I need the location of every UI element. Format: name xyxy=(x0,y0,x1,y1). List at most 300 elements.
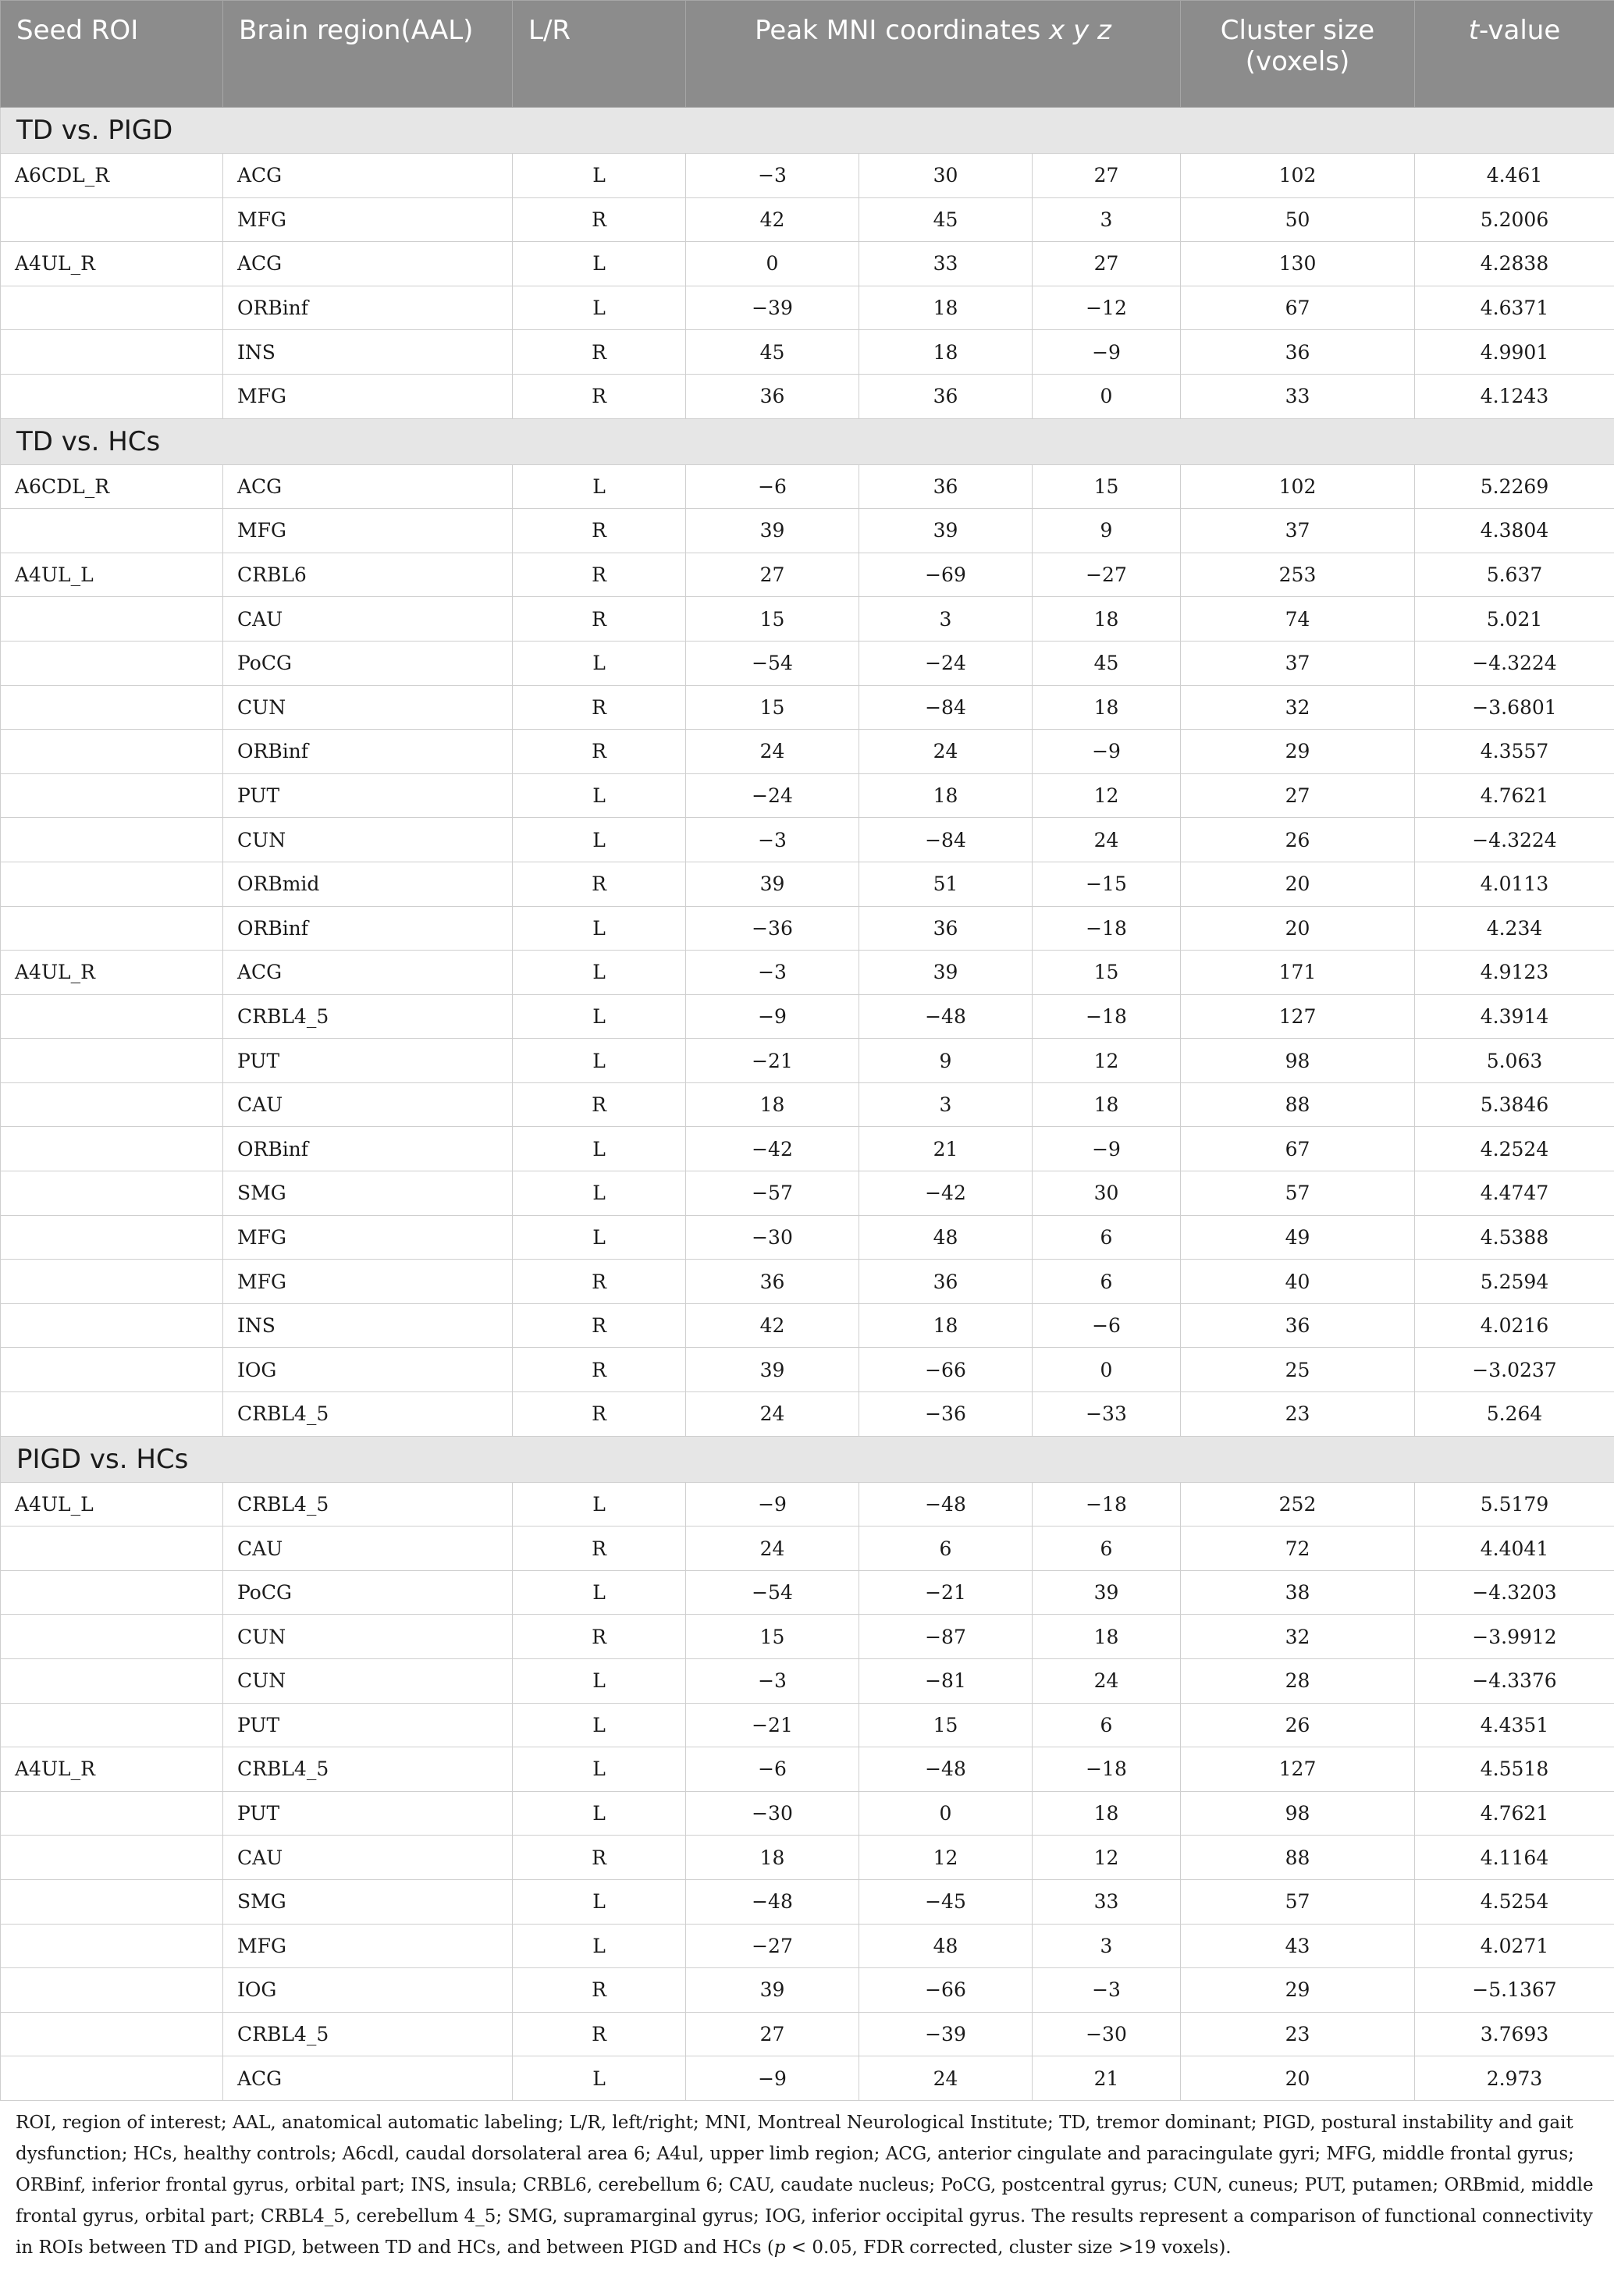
table-row xyxy=(1,994,1614,1039)
seed-roi-cell xyxy=(1,1791,223,1836)
brain-region-cell: PoCG xyxy=(223,1570,513,1615)
table-row xyxy=(1,1570,1614,1615)
lr-cell: L xyxy=(513,994,686,1039)
mni-z-cell: 18 xyxy=(1033,597,1181,642)
table-row xyxy=(1,906,1614,951)
seed-roi-cell xyxy=(1,730,223,774)
mni-y-cell: 36 xyxy=(859,1260,1033,1304)
seed-roi-cell xyxy=(1,1303,223,1348)
seed-roi-cell xyxy=(1,1703,223,1747)
brain-region-cell: PUT xyxy=(223,1703,513,1747)
t-value-cell: 4.0271 xyxy=(1415,1924,1614,1968)
cluster-size-cell: 32 xyxy=(1181,1615,1415,1659)
mni-x-cell: −9 xyxy=(686,994,859,1039)
seed-roi-cell xyxy=(1,906,223,951)
cluster-size-cell: 72 xyxy=(1181,1527,1415,1571)
t-value-cell: 4.1243 xyxy=(1415,374,1614,418)
seed-roi-cell: A4UL_R xyxy=(1,951,223,995)
table-row xyxy=(1,1127,1614,1171)
mni-x-cell: 42 xyxy=(686,1303,859,1348)
table-row xyxy=(1,1215,1614,1260)
t-value-cell: 5.5179 xyxy=(1415,1482,1614,1527)
mni-y-cell: 9 xyxy=(859,1039,1033,1083)
table-row xyxy=(1,1791,1614,1836)
lr-cell: L xyxy=(513,286,686,330)
mni-y-cell: 48 xyxy=(859,1215,1033,1260)
mni-z-cell: 24 xyxy=(1033,818,1181,862)
table-row xyxy=(1,1348,1614,1392)
mni-z-cell: −9 xyxy=(1033,730,1181,774)
t-value-cell: 4.3804 xyxy=(1415,509,1614,553)
mni-y-cell: −48 xyxy=(859,1747,1033,1792)
mni-y-cell: 3 xyxy=(859,597,1033,642)
mni-z-cell: 9 xyxy=(1033,509,1181,553)
seed-roi-cell xyxy=(1,1615,223,1659)
table-row xyxy=(1,773,1614,818)
seed-roi-cell: A4UL_L xyxy=(1,553,223,597)
mni-x-cell: −30 xyxy=(686,1791,859,1836)
table-row xyxy=(1,553,1614,597)
brain-region-cell: CRBL6 xyxy=(223,553,513,597)
lr-cell: L xyxy=(513,1924,686,1968)
t-value-cell: 4.2838 xyxy=(1415,242,1614,286)
table-footnote: ROI, region of interest; AAL, anatomical automatic labeling; L/R, left/right; MNI, Montreal Neurological Institute; TD, tremor dominant; PIGD, postural instability and gait dysfunction; HCs, healthy controls; A6cdl, caudal dorsolateral area 6; A4ul, upper limb region; ACG, anterior cingulate and paracingulate gyri; MFG, middle frontal gyrus; ORBinf, inferior frontal gyrus, orbital part; INS, insula; CRBL6, cerebellum 6; CAU, caudate nucleus; PoCG, postcentral gyrus; CUN, cuneus; PUT, putamen; ORBmid, middle frontal gyrus, orbital part; CRBL4_5, cerebellum 4_5; SMG, supramarginal gyrus; IOG, inferior occipital gyrus. The results represent a comparison of functional connectivity in ROIs between TD and PIGD, between TD and HCs, and between PIGD and HCs (p < 0.05, FDR corrected, cluster size >19 voxels). xyxy=(16,2113,1594,2258)
cluster-size-cell: 130 xyxy=(1181,242,1415,286)
header-t-value: t-value xyxy=(1415,1,1614,108)
mni-y-cell: −84 xyxy=(859,685,1033,730)
mni-x-cell: 39 xyxy=(686,1348,859,1392)
seed-roi-cell xyxy=(1,2056,223,2101)
cluster-size-cell: 127 xyxy=(1181,1747,1415,1792)
table-row xyxy=(1,597,1614,642)
lr-cell: L xyxy=(513,818,686,862)
mni-z-cell: 21 xyxy=(1033,2056,1181,2101)
lr-cell: L xyxy=(513,773,686,818)
t-value-cell: 4.5518 xyxy=(1415,1747,1614,1792)
seed-roi-cell: A4UL_R xyxy=(1,242,223,286)
lr-cell: L xyxy=(513,641,686,685)
header-row xyxy=(1,1,1614,108)
lr-cell: L xyxy=(513,1215,686,1260)
lr-cell: L xyxy=(513,1570,686,1615)
mni-x-cell: 15 xyxy=(686,597,859,642)
seed-roi-cell xyxy=(1,1879,223,1924)
lr-cell: R xyxy=(513,1527,686,1571)
table-row xyxy=(1,1392,1614,1437)
mni-y-cell: 36 xyxy=(859,906,1033,951)
mni-x-cell: −9 xyxy=(686,2056,859,2101)
seed-roi-cell xyxy=(1,197,223,242)
t-value-cell: 5.3846 xyxy=(1415,1082,1614,1127)
seed-roi-cell xyxy=(1,286,223,330)
cluster-size-cell: 40 xyxy=(1181,1260,1415,1304)
table-row xyxy=(1,1482,1614,1527)
brain-region-cell: ORBinf xyxy=(223,1127,513,1171)
header-lr: L/R xyxy=(513,1,686,108)
section-title: PIGD vs. HCs xyxy=(1,1436,1614,1482)
seed-roi-cell xyxy=(1,1570,223,1615)
mni-z-cell: 24 xyxy=(1033,1659,1181,1704)
lr-cell: L xyxy=(513,1127,686,1171)
cluster-size-cell: 33 xyxy=(1181,374,1415,418)
t-value-cell: 2.973 xyxy=(1415,2056,1614,2101)
seed-roi-cell: A6CDL_R xyxy=(1,464,223,509)
t-value-cell: 5.063 xyxy=(1415,1039,1614,1083)
cluster-size-cell: 127 xyxy=(1181,994,1415,1039)
cluster-size-cell: 102 xyxy=(1181,464,1415,509)
cluster-size-cell: 26 xyxy=(1181,818,1415,862)
mni-y-cell: 36 xyxy=(859,374,1033,418)
mni-z-cell: 15 xyxy=(1033,951,1181,995)
t-value-cell: 4.7621 xyxy=(1415,773,1614,818)
t-value-cell: 5.2269 xyxy=(1415,464,1614,509)
mni-x-cell: −6 xyxy=(686,1747,859,1792)
mni-x-cell: −21 xyxy=(686,1039,859,1083)
t-value-cell: 5.2594 xyxy=(1415,1260,1614,1304)
table-row xyxy=(1,1659,1614,1704)
section-header xyxy=(1,1436,1614,1482)
brain-region-cell: MFG xyxy=(223,1215,513,1260)
seed-roi-cell xyxy=(1,509,223,553)
seed-roi-cell xyxy=(1,1039,223,1083)
cluster-size-cell: 29 xyxy=(1181,1968,1415,2013)
t-value-cell: 4.1164 xyxy=(1415,1836,1614,1880)
mni-z-cell: −27 xyxy=(1033,553,1181,597)
cluster-size-cell: 28 xyxy=(1181,1659,1415,1704)
t-value-cell: 4.4747 xyxy=(1415,1171,1614,1216)
mni-y-cell: 21 xyxy=(859,1127,1033,1171)
t-value-cell: −3.6801 xyxy=(1415,685,1614,730)
cluster-size-cell: 49 xyxy=(1181,1215,1415,1260)
brain-region-cell: ACG xyxy=(223,154,513,198)
table-row xyxy=(1,685,1614,730)
mni-x-cell: −9 xyxy=(686,1482,859,1527)
lr-cell: R xyxy=(513,730,686,774)
t-value-cell: 5.021 xyxy=(1415,597,1614,642)
seed-roi-cell xyxy=(1,1260,223,1304)
section-header xyxy=(1,108,1614,154)
seed-roi-cell xyxy=(1,773,223,818)
cluster-size-cell: 36 xyxy=(1181,330,1415,375)
cluster-size-cell: 38 xyxy=(1181,1570,1415,1615)
seed-roi-cell xyxy=(1,1924,223,1968)
brain-region-cell: CAU xyxy=(223,597,513,642)
cluster-size-cell: 67 xyxy=(1181,286,1415,330)
mni-y-cell: −66 xyxy=(859,1348,1033,1392)
table-row xyxy=(1,641,1614,685)
cluster-size-cell: 57 xyxy=(1181,1171,1415,1216)
mni-x-cell: −3 xyxy=(686,951,859,995)
table-row xyxy=(1,1039,1614,1083)
mni-x-cell: −6 xyxy=(686,464,859,509)
table-row xyxy=(1,1747,1614,1792)
t-value-cell: −3.9912 xyxy=(1415,1615,1614,1659)
header-mni-coordinates: Peak MNI coordinates x y z xyxy=(686,1,1181,108)
brain-region-cell: MFG xyxy=(223,1260,513,1304)
brain-region-cell: CAU xyxy=(223,1527,513,1571)
mni-z-cell: 27 xyxy=(1033,242,1181,286)
mni-z-cell: −18 xyxy=(1033,994,1181,1039)
brain-region-cell: ACG xyxy=(223,242,513,286)
table-row xyxy=(1,1171,1614,1216)
t-value-cell: −4.3224 xyxy=(1415,641,1614,685)
brain-region-cell: INS xyxy=(223,330,513,375)
mni-x-cell: 36 xyxy=(686,374,859,418)
t-value-cell: 5.637 xyxy=(1415,553,1614,597)
mni-x-cell: 15 xyxy=(686,1615,859,1659)
lr-cell: R xyxy=(513,1392,686,1437)
lr-cell: L xyxy=(513,2056,686,2101)
brain-region-cell: CRBL4_5 xyxy=(223,1392,513,1437)
lr-cell: R xyxy=(513,1260,686,1304)
cluster-size-cell: 25 xyxy=(1181,1348,1415,1392)
lr-cell: R xyxy=(513,1303,686,1348)
brain-region-cell: PUT xyxy=(223,1039,513,1083)
seed-roi-cell xyxy=(1,1392,223,1437)
t-value-cell: 4.3914 xyxy=(1415,994,1614,1039)
lr-cell: L xyxy=(513,951,686,995)
mni-z-cell: 6 xyxy=(1033,1215,1181,1260)
cluster-size-cell: 32 xyxy=(1181,685,1415,730)
mni-x-cell: 42 xyxy=(686,197,859,242)
lr-cell: L xyxy=(513,1659,686,1704)
mni-x-cell: −48 xyxy=(686,1879,859,1924)
mni-z-cell: −18 xyxy=(1033,1747,1181,1792)
seed-roi-cell xyxy=(1,1527,223,1571)
seed-roi-cell xyxy=(1,1127,223,1171)
mni-y-cell: −45 xyxy=(859,1879,1033,1924)
mni-x-cell: 24 xyxy=(686,730,859,774)
mni-x-cell: 39 xyxy=(686,862,859,906)
mni-y-cell: 18 xyxy=(859,330,1033,375)
table-row xyxy=(1,1527,1614,1571)
mni-z-cell: 12 xyxy=(1033,1836,1181,1880)
seed-roi-cell xyxy=(1,1836,223,1880)
table-row xyxy=(1,1615,1614,1659)
mni-z-cell: −15 xyxy=(1033,862,1181,906)
cluster-size-cell: 29 xyxy=(1181,730,1415,774)
mni-z-cell: −6 xyxy=(1033,1303,1181,1348)
brain-region-cell: INS xyxy=(223,1303,513,1348)
seed-roi-cell xyxy=(1,862,223,906)
brain-region-cell: ORBmid xyxy=(223,862,513,906)
lr-cell: L xyxy=(513,1879,686,1924)
mni-x-cell: 45 xyxy=(686,330,859,375)
table-row xyxy=(1,862,1614,906)
lr-cell: L xyxy=(513,1039,686,1083)
mni-z-cell: 6 xyxy=(1033,1527,1181,1571)
brain-region-cell: MFG xyxy=(223,374,513,418)
mni-z-cell: 6 xyxy=(1033,1260,1181,1304)
brain-region-cell: ORBinf xyxy=(223,286,513,330)
cluster-size-cell: 36 xyxy=(1181,1303,1415,1348)
table-row xyxy=(1,330,1614,375)
mni-y-cell: −87 xyxy=(859,1615,1033,1659)
seed-roi-cell xyxy=(1,1171,223,1216)
mni-x-cell: −3 xyxy=(686,154,859,198)
mni-y-cell: 18 xyxy=(859,1303,1033,1348)
seed-roi-cell xyxy=(1,1968,223,2013)
mni-z-cell: 18 xyxy=(1033,1615,1181,1659)
brain-region-cell: ORBinf xyxy=(223,906,513,951)
mni-y-cell: 39 xyxy=(859,509,1033,553)
mni-x-cell: 15 xyxy=(686,685,859,730)
t-value-cell: 4.0216 xyxy=(1415,1303,1614,1348)
t-value-cell: −4.3224 xyxy=(1415,818,1614,862)
lr-cell: L xyxy=(513,242,686,286)
section-title: TD vs. HCs xyxy=(1,418,1614,464)
brain-region-cell: SMG xyxy=(223,1879,513,1924)
mni-z-cell: 33 xyxy=(1033,1879,1181,1924)
cluster-size-cell: 27 xyxy=(1181,773,1415,818)
header-cluster-size: Cluster size (voxels) xyxy=(1181,1,1415,108)
mni-z-cell: 39 xyxy=(1033,1570,1181,1615)
brain-region-cell: ACG xyxy=(223,2056,513,2101)
t-value-cell: 4.234 xyxy=(1415,906,1614,951)
section-title: TD vs. PIGD xyxy=(1,108,1614,154)
seed-roi-cell xyxy=(1,1659,223,1704)
mni-z-cell: 12 xyxy=(1033,1039,1181,1083)
mni-x-cell: 18 xyxy=(686,1082,859,1127)
brain-region-cell: CAU xyxy=(223,1836,513,1880)
mni-z-cell: 18 xyxy=(1033,1791,1181,1836)
mni-x-cell: 18 xyxy=(686,1836,859,1880)
mni-y-cell: −39 xyxy=(859,2012,1033,2056)
cluster-size-cell: 20 xyxy=(1181,2056,1415,2101)
mni-z-cell: 0 xyxy=(1033,1348,1181,1392)
table-row xyxy=(1,951,1614,995)
mni-z-cell: 27 xyxy=(1033,154,1181,198)
brain-region-cell: CRBL4_5 xyxy=(223,2012,513,2056)
mni-x-cell: −24 xyxy=(686,773,859,818)
mni-z-cell: −18 xyxy=(1033,1482,1181,1527)
cluster-size-cell: 23 xyxy=(1181,1392,1415,1437)
seed-roi-cell xyxy=(1,1082,223,1127)
seed-roi-cell xyxy=(1,374,223,418)
t-value-cell: 4.9901 xyxy=(1415,330,1614,375)
mni-z-cell: 18 xyxy=(1033,1082,1181,1127)
mni-x-cell: −27 xyxy=(686,1924,859,1968)
mni-y-cell: −21 xyxy=(859,1570,1033,1615)
table-row xyxy=(1,286,1614,330)
brain-region-cell: CRBL4_5 xyxy=(223,1482,513,1527)
cluster-size-cell: 43 xyxy=(1181,1924,1415,1968)
mni-x-cell: −54 xyxy=(686,1570,859,1615)
lr-cell: L xyxy=(513,464,686,509)
cluster-size-cell: 171 xyxy=(1181,951,1415,995)
mni-y-cell: 51 xyxy=(859,862,1033,906)
lr-cell: R xyxy=(513,553,686,597)
mni-z-cell: −12 xyxy=(1033,286,1181,330)
mni-x-cell: −36 xyxy=(686,906,859,951)
cluster-size-cell: 88 xyxy=(1181,1836,1415,1880)
brain-region-cell: IOG xyxy=(223,1968,513,2013)
table-row xyxy=(1,464,1614,509)
mni-y-cell: 3 xyxy=(859,1082,1033,1127)
lr-cell: L xyxy=(513,1703,686,1747)
cluster-size-cell: 252 xyxy=(1181,1482,1415,1527)
mni-z-cell: 30 xyxy=(1033,1171,1181,1216)
mni-x-cell: 24 xyxy=(686,1392,859,1437)
brain-region-cell: MFG xyxy=(223,1924,513,1968)
mni-y-cell: −69 xyxy=(859,553,1033,597)
table-row xyxy=(1,242,1614,286)
table-row xyxy=(1,509,1614,553)
brain-region-cell: CRBL4_5 xyxy=(223,994,513,1039)
mni-x-cell: −3 xyxy=(686,818,859,862)
header-seed-roi: Seed ROI xyxy=(1,1,223,108)
seed-roi-cell xyxy=(1,1348,223,1392)
brain-region-cell: PUT xyxy=(223,773,513,818)
t-value-cell: 4.5388 xyxy=(1415,1215,1614,1260)
mni-x-cell: −21 xyxy=(686,1703,859,1747)
table-row xyxy=(1,1836,1614,1880)
mni-z-cell: 0 xyxy=(1033,374,1181,418)
lr-cell: R xyxy=(513,862,686,906)
cluster-size-cell: 57 xyxy=(1181,1879,1415,1924)
seed-roi-cell xyxy=(1,641,223,685)
lr-cell: L xyxy=(513,1482,686,1527)
table-row xyxy=(1,1082,1614,1127)
cluster-size-cell: 98 xyxy=(1181,1791,1415,1836)
brain-region-cell: PoCG xyxy=(223,641,513,685)
mni-x-cell: 39 xyxy=(686,1968,859,2013)
mni-z-cell: 15 xyxy=(1033,464,1181,509)
mni-z-cell: 6 xyxy=(1033,1703,1181,1747)
mni-x-cell: 0 xyxy=(686,242,859,286)
brain-region-cell: ACG xyxy=(223,464,513,509)
lr-cell: R xyxy=(513,509,686,553)
mni-y-cell: −24 xyxy=(859,641,1033,685)
seed-roi-cell xyxy=(1,818,223,862)
t-value-cell: 4.4351 xyxy=(1415,1703,1614,1747)
mni-y-cell: 12 xyxy=(859,1836,1033,1880)
mni-y-cell: −66 xyxy=(859,1968,1033,2013)
mni-x-cell: −42 xyxy=(686,1127,859,1171)
brain-region-cell: MFG xyxy=(223,509,513,553)
section-header xyxy=(1,418,1614,464)
lr-cell: R xyxy=(513,597,686,642)
mni-x-cell: −30 xyxy=(686,1215,859,1260)
t-value-cell: −3.0237 xyxy=(1415,1348,1614,1392)
mni-x-cell: 27 xyxy=(686,553,859,597)
table-row xyxy=(1,154,1614,198)
table-row xyxy=(1,818,1614,862)
cluster-size-cell: 20 xyxy=(1181,906,1415,951)
table-body xyxy=(1,108,1614,2101)
seed-roi-cell xyxy=(1,330,223,375)
cluster-size-cell: 50 xyxy=(1181,197,1415,242)
brain-region-cell: MFG xyxy=(223,197,513,242)
seed-roi-cell: A6CDL_R xyxy=(1,154,223,198)
brain-region-cell: ACG xyxy=(223,951,513,995)
seed-roi-cell: A4UL_L xyxy=(1,1482,223,1527)
cluster-size-cell: 23 xyxy=(1181,2012,1415,2056)
table-row xyxy=(1,1303,1614,1348)
lr-cell: L xyxy=(513,1791,686,1836)
lr-cell: L xyxy=(513,1747,686,1792)
cluster-size-cell: 253 xyxy=(1181,553,1415,597)
lr-cell: R xyxy=(513,1968,686,2013)
mni-y-cell: 45 xyxy=(859,197,1033,242)
t-value-cell: 5.2006 xyxy=(1415,197,1614,242)
mni-z-cell: −30 xyxy=(1033,2012,1181,2056)
mni-x-cell: 39 xyxy=(686,509,859,553)
table-row xyxy=(1,374,1614,418)
seed-roi-cell xyxy=(1,685,223,730)
cluster-size-cell: 37 xyxy=(1181,509,1415,553)
brain-region-cell: CRBL4_5 xyxy=(223,1747,513,1792)
